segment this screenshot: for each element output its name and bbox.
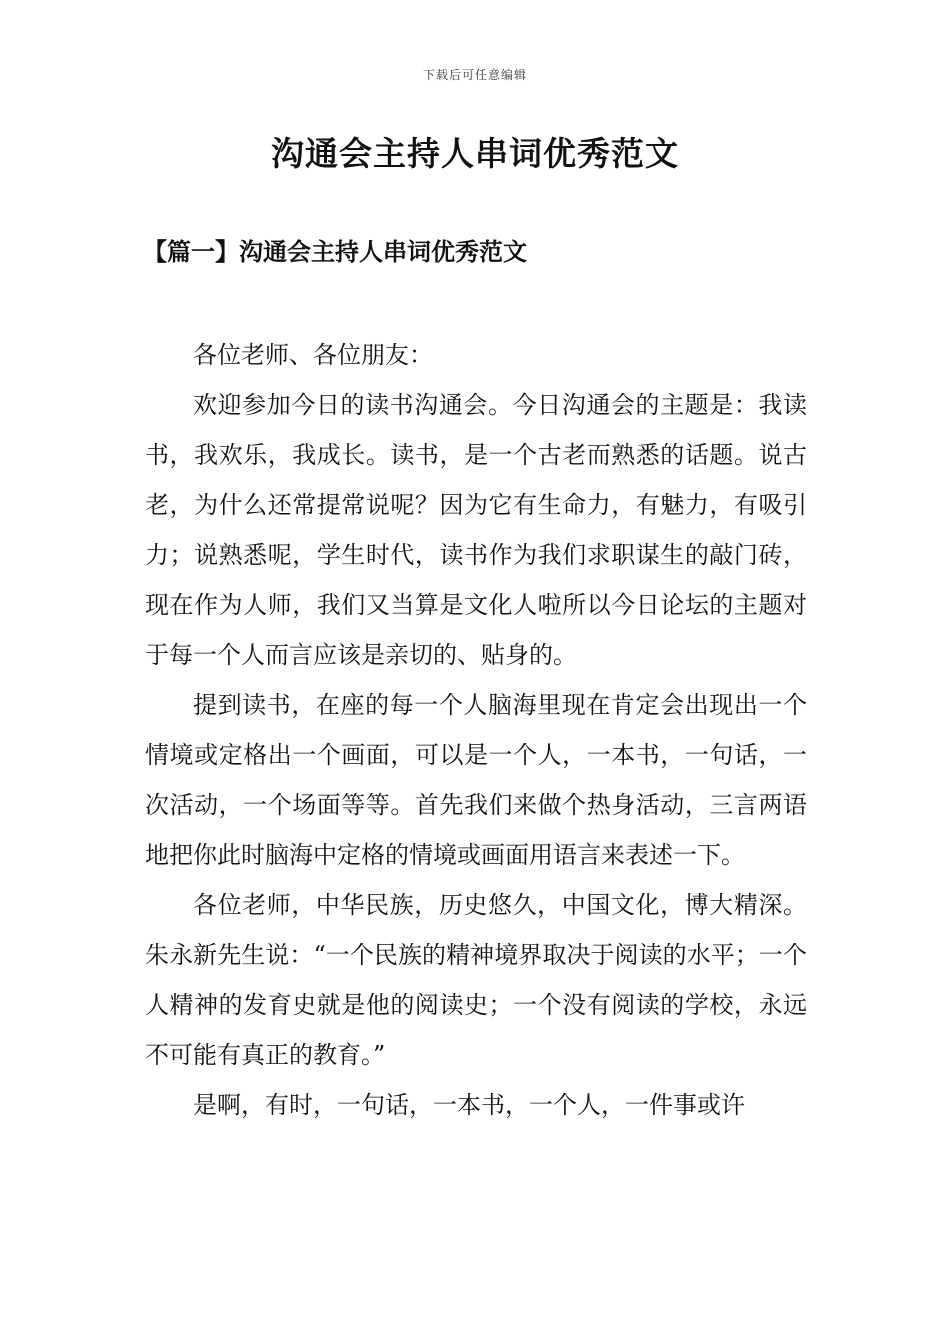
paragraph-continuation: 是啊，有时，一句话，一本书，一个人，一件事或许 xyxy=(193,1091,745,1119)
document-body xyxy=(145,330,807,1130)
section-heading: 【篇一】沟通会主持人串词优秀范文 xyxy=(143,237,527,266)
paragraph-quote: 各位老师，中华民族，历史悠久，中国文化，博大精深。朱永新先生说：“一个民族的精神境界取决于阅读的水平；一个人精神的发育史就是他的阅读史；一个没有阅读的学校，永远不可能有真正的教育。” xyxy=(145,891,807,1069)
header-note: 下载后可任意编辑 xyxy=(422,68,527,82)
paragraph-welcome: 欢迎参加今日的读书沟通会。今日沟通会的主题是：我读书，我欢乐，我成长。读书，是一个古老而熟悉的话题。说古老，为什么还常提常说呢？因为它有生命力，有魅力，有吸引力；说熟悉呢，学生时代，读书作为我们求职谋生的敲门砖，现在作为人师，我们又当算是文化人啦所以今日论坛的主题对于每一个人而言应该是亲切的、贴身的。 xyxy=(145,391,807,669)
paragraph-greeting: 各位老师、各位朋友： xyxy=(193,341,433,369)
document-title: 沟通会主持人串词优秀范文 xyxy=(271,134,679,173)
paragraph-warmup: 提到读书，在座的每一个人脑海里现在肯定会出现出一个情境或定格出一个画面，可以是一个人，一本书，一句话，一次活动，一个场面等等。首先我们来做个热身活动，三言两语地把你此时脑海中定格的情境或画面用语言来表述一下。 xyxy=(145,691,807,869)
